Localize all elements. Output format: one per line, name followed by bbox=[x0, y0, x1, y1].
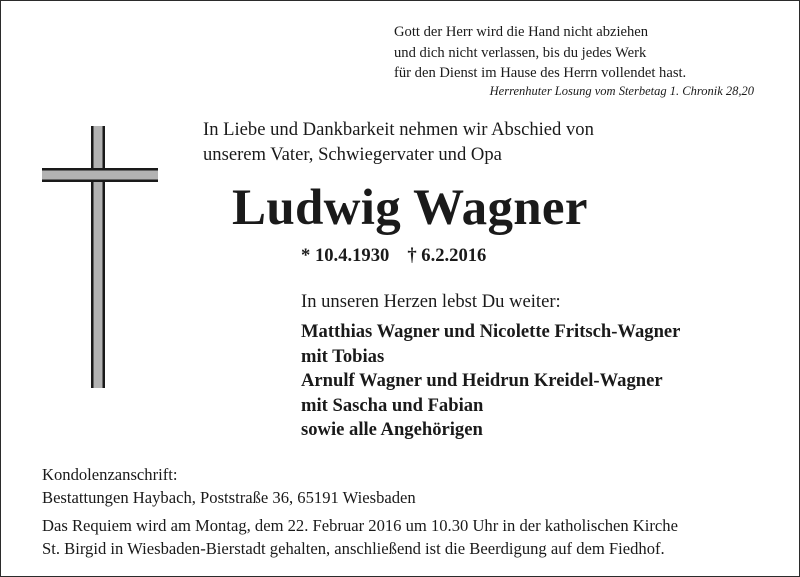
cross-vertical-fill bbox=[93, 126, 103, 388]
bible-verse bbox=[394, 22, 754, 99]
mourner-line: Matthias Wagner und Nicolette Fritsch-Wagner bbox=[301, 321, 681, 342]
mourners-list bbox=[301, 320, 680, 443]
birth-date: * 10.4.1930 bbox=[301, 245, 390, 266]
mourner-line: mit Sascha und Fabian bbox=[301, 394, 484, 416]
verse-line: für den Dienst im Hause des Herrn vollendet hast. bbox=[394, 65, 687, 81]
verse-line: und dich nicht verlassen, bis du jedes Werk bbox=[394, 44, 647, 61]
condolence-address bbox=[42, 463, 416, 509]
requiem-line: St. Birgid in Wiesbaden-Bierstadt gehalten, anschließend ist die Beerdigung auf dem Fiedhof. bbox=[42, 539, 665, 558]
cross-icon bbox=[42, 126, 158, 388]
verse-source: Herrenhuter Losung vom Sterbetag 1. Chronik 28,20 bbox=[489, 83, 754, 98]
verse-line: Gott der Herr wird die Hand nicht abziehen bbox=[394, 24, 649, 40]
cross-center bbox=[93, 171, 103, 180]
condolence-address-text: Bestattungen Haybach, Poststraße 36, 65191 Wiesbaden bbox=[42, 488, 416, 507]
intro-line: In Liebe und Dankbarkeit nehmen wir Abschied von bbox=[203, 119, 594, 140]
mourner-line: sowie alle Angehörigen bbox=[301, 419, 483, 440]
cross-vertical-edge-left bbox=[91, 126, 94, 388]
requiem-info bbox=[42, 514, 678, 560]
death-date: † 6.2.2016 bbox=[407, 245, 487, 266]
deceased-name: Ludwig Wagner bbox=[232, 180, 588, 236]
intro-line: unserem Vater, Schwiegervater und Opa bbox=[203, 144, 502, 165]
life-dates bbox=[301, 244, 486, 268]
cross-vertical-edge-right bbox=[103, 126, 106, 388]
cross-horizontal-edge-bottom bbox=[42, 180, 158, 183]
condolence-label: Kondolenzanschrift: bbox=[42, 465, 178, 484]
mourner-line: mit Tobias bbox=[301, 345, 385, 367]
requiem-line: Das Requiem wird am Montag, dem 22. Februar 2016 um 10.30 Uhr in der katholischen Kirche bbox=[42, 516, 678, 535]
farewell-intro bbox=[203, 117, 594, 167]
memory-line: In unseren Herzen lebst Du weiter: bbox=[301, 291, 561, 312]
mourner-line: Arnulf Wagner und Heidrun Kreidel-Wagner bbox=[301, 370, 663, 391]
cross-horizontal-edge-top bbox=[42, 168, 158, 171]
